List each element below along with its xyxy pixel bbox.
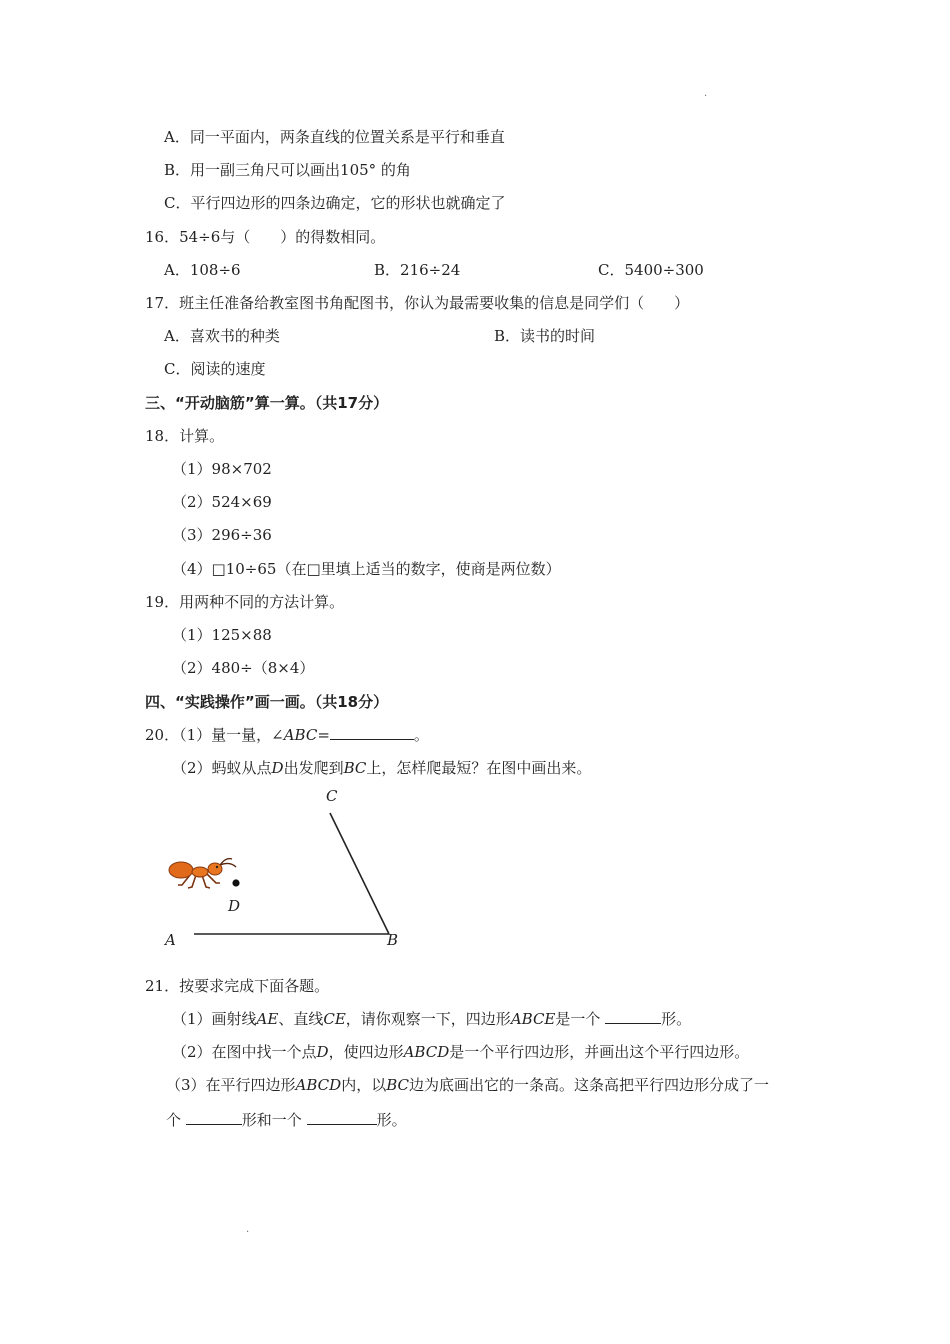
q21-part-2 <box>172 1042 749 1062</box>
q20-part-2-text-b: 出发爬到 <box>283 759 344 777</box>
q21-p2-text-c: 是一个平行四边形，并画出这个平行四边形。 <box>449 1043 750 1061</box>
angle-figure <box>160 785 420 959</box>
shape-answer-blank-1[interactable] <box>605 1009 661 1024</box>
q20-part-2-text-c: 上，怎样爬最短？在图中画出来。 <box>366 759 592 777</box>
q15-option-c: C．平行四边形的四条边确定，它的形状也就确定了 <box>164 194 506 212</box>
q16-option-c: C．5400÷300 <box>598 261 704 279</box>
q21-p1-text-e: 形。 <box>661 1010 692 1028</box>
ray-ae-ref: AE <box>256 1010 279 1028</box>
q21-p3-text-b: 内，以 <box>341 1076 387 1094</box>
q19-item-2: （2）480÷（8×4） <box>172 659 315 677</box>
q19-item-1: （1）125×88 <box>172 626 272 644</box>
point-d-ref: D <box>271 759 284 777</box>
q21-p1-text-c: ，请你观察一下，四边形 <box>345 1010 511 1028</box>
segment-bc-ref: BC <box>343 759 367 777</box>
q21-p1-text-b: 、直线 <box>278 1010 324 1028</box>
ray-bc <box>330 813 389 934</box>
q16-option-a: A．108÷6 <box>164 261 241 279</box>
q15-option-a: A．同一平面内，两条直线的位置关系是平行和垂直 <box>164 128 505 146</box>
q21-stem: 21．按要求完成下面各题。 <box>145 977 330 995</box>
q18-stem: 18．计算。 <box>145 427 225 445</box>
q21-p3-line2-text-c: 形。 <box>376 1111 407 1129</box>
q19-stem: 19．用两种不同的方法计算。 <box>145 593 345 611</box>
side-bc-ref: BC <box>386 1076 409 1094</box>
q17-option-a: A．喜欢书的种类 <box>164 327 280 345</box>
q15-option-b: B．用一副三角尺可以画出105° 的角 <box>164 161 411 179</box>
point-d-ref-2: D <box>316 1043 329 1061</box>
quad-abce-ref: ABCE <box>510 1010 556 1028</box>
q17-option-c: C．阅读的速度 <box>164 360 266 378</box>
header-mark: . <box>704 88 708 99</box>
section-3-heading: 三、“开动脑筋”算一算。（共17分） <box>145 394 389 412</box>
q21-p2-text-b: ，使四边形 <box>328 1043 404 1061</box>
quad-abcd-ref-2: ABCD <box>295 1076 342 1094</box>
q21-p3-line2-text-b: 形和一个 <box>241 1111 302 1129</box>
q21-part-3-line-2 <box>166 1110 407 1130</box>
q16-option-b: B．216÷24 <box>374 261 461 279</box>
q16-stem: 16．54÷6与（ ）的得数相同。 <box>145 228 386 246</box>
q18-item-2: （2）524×69 <box>172 493 272 511</box>
footer-mark: . <box>246 1224 250 1235</box>
q18-item-3: （3）296÷36 <box>172 526 272 544</box>
q20-part-2 <box>172 758 591 778</box>
q21-p1-text-d: 是一个 <box>555 1010 601 1028</box>
angle-abc-label: ABC <box>283 726 318 744</box>
q17-stem: 17．班主任准备给教室图书角配图书，你认为最需要收集的信息是同学们（ ） <box>145 294 690 312</box>
section-4-heading: 四、“实践操作”画一画。（共18分） <box>145 693 389 711</box>
q17-option-b: B．读书的时间 <box>494 327 596 345</box>
quad-abcd-ref: ABCD <box>403 1043 450 1061</box>
q21-p3-text-a: （3）在平行四边形 <box>166 1076 296 1094</box>
q20-part-1-end: 。 <box>413 726 429 744</box>
q21-p1-text-a: （1）画射线 <box>172 1010 257 1028</box>
q20-part-1-text: 20．（1）量一量，∠ <box>145 726 284 744</box>
line-ce-ref: CE <box>323 1010 346 1028</box>
q20-equals: = <box>317 726 330 744</box>
ant-icon <box>169 859 236 888</box>
q21-p2-text-a: （2）在图中找一个点 <box>172 1043 317 1061</box>
q21-p3-text-c: 边为底画出它的一条高。这条高把平行四边形分成了一 <box>408 1076 769 1094</box>
point-d <box>232 879 239 886</box>
q20-part-1 <box>145 725 429 745</box>
label-a: A <box>165 931 176 949</box>
q21-part-1 <box>172 1009 691 1029</box>
shape-answer-blank-3[interactable] <box>307 1110 377 1125</box>
q18-item-1: （1）98×702 <box>172 460 272 478</box>
q21-part-3 <box>166 1075 769 1095</box>
q21-p3-line2-text-a: 个 <box>166 1111 182 1129</box>
label-b: B <box>387 931 399 949</box>
angle-answer-blank[interactable] <box>330 725 414 740</box>
q20-part-2-text-a: （2）蚂蚁从点 <box>172 759 272 777</box>
label-d: D <box>228 897 241 915</box>
shape-answer-blank-2[interactable] <box>186 1110 242 1125</box>
q18-item-4: （4）□10÷65（在□里填上适当的数字，使商是两位数） <box>172 560 561 578</box>
label-c: C <box>326 787 338 805</box>
angle-figure-svg <box>160 785 420 955</box>
